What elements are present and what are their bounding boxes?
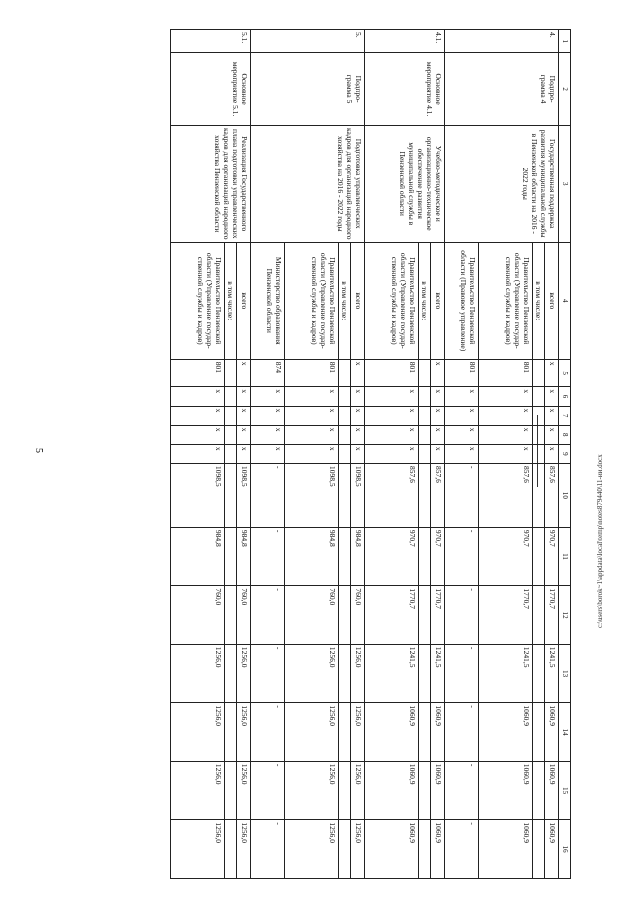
value-cell: х xyxy=(479,406,533,425)
executor-cell: Правительство Пензенской области (Управление государ-ственной службы и кадров) xyxy=(285,242,339,359)
value-cell: х xyxy=(365,444,419,463)
value-cell: 1241,5 xyxy=(431,644,445,703)
value-cell xyxy=(339,703,351,762)
program-name: Подпро- грамма 5 xyxy=(251,53,365,125)
executor-cell: Правительство Пензенской области (Правовое управление) xyxy=(445,242,479,359)
value-cell: 874 xyxy=(251,359,285,387)
value-cell: х xyxy=(431,444,445,463)
table-header-row xyxy=(559,30,571,879)
table-row xyxy=(237,30,251,879)
value-cell xyxy=(339,444,351,463)
value-cell: х xyxy=(365,425,419,444)
value-cell xyxy=(339,359,351,387)
value-cell: х xyxy=(351,359,365,387)
value-cell xyxy=(225,586,237,645)
value-cell: 1256,0 xyxy=(237,761,251,820)
program-name: Основное мероприятие 5.1. xyxy=(171,53,251,125)
header-cell: 13 xyxy=(559,644,571,703)
row-number: 5.1. xyxy=(171,30,251,53)
value-cell: 1241,5 xyxy=(545,644,559,703)
value-cell xyxy=(339,586,351,645)
value-cell: х xyxy=(285,425,339,444)
header-cell: 6 xyxy=(559,387,571,406)
value-cell xyxy=(225,527,237,586)
value-cell: 760,0 xyxy=(237,586,251,645)
value-cell: 1098,5 xyxy=(237,463,251,527)
value-cell: - xyxy=(251,463,285,527)
value-cell: х xyxy=(445,425,479,444)
header-cell: 4 xyxy=(559,242,571,359)
value-cell: х xyxy=(545,425,559,444)
value-cell: 1256,0 xyxy=(237,820,251,879)
value-cell xyxy=(533,406,545,425)
program-description: Подготовка управленческих кадров для организаций народного хозяйства на 2016 - 2022 годы xyxy=(251,125,365,242)
value-cell: - xyxy=(251,703,285,762)
value-cell: 857,6 xyxy=(545,463,559,527)
value-cell: 1256,0 xyxy=(171,644,225,703)
value-cell xyxy=(339,387,351,406)
executor-cell: в том числе: xyxy=(533,242,545,359)
executor-cell: Министерство образования Пензенской области xyxy=(251,242,285,359)
header-cell: 2 xyxy=(559,53,571,125)
value-cell: 970,7 xyxy=(365,527,419,586)
value-cell: 1256,0 xyxy=(351,820,365,879)
value-cell: 857,6 xyxy=(365,463,419,527)
value-cell: 1241,5 xyxy=(365,644,419,703)
value-cell: 970,7 xyxy=(479,527,533,586)
value-cell xyxy=(419,527,431,586)
value-cell xyxy=(225,644,237,703)
value-cell: - xyxy=(445,527,479,586)
value-cell: х xyxy=(351,425,365,444)
value-cell xyxy=(533,586,545,645)
value-cell: 1256,0 xyxy=(171,703,225,762)
value-cell: 1060,9 xyxy=(365,703,419,762)
value-cell: - xyxy=(445,703,479,762)
program-name: Подпро- грамма 4 xyxy=(445,53,559,125)
value-cell: х xyxy=(285,406,339,425)
value-cell: х xyxy=(285,444,339,463)
executor-cell: Правительство Пензенской области (Управление государ-ственной службы и кадров) xyxy=(171,242,225,359)
value-cell xyxy=(533,444,545,463)
value-cell: х xyxy=(545,406,559,425)
value-cell: х xyxy=(237,444,251,463)
value-cell xyxy=(419,444,431,463)
header-cell: 11 xyxy=(559,527,571,586)
value-cell xyxy=(225,444,237,463)
value-cell: х xyxy=(445,444,479,463)
value-cell: х xyxy=(365,387,419,406)
footer-file-path: c:\users\borok~1\appdata\local\temp\notes879440\11-ии.docx xyxy=(596,454,604,628)
value-cell: х xyxy=(251,387,285,406)
value-cell xyxy=(419,703,431,762)
rotated-table-container xyxy=(64,29,571,879)
value-cell: х xyxy=(545,387,559,406)
value-cell: 801 xyxy=(365,359,419,387)
value-cell: х xyxy=(251,406,285,425)
executor-cell: в том числе: xyxy=(225,242,237,359)
value-cell: 760,0 xyxy=(171,586,225,645)
value-cell: 970,7 xyxy=(545,527,559,586)
header-cell: 5 xyxy=(559,359,571,387)
value-cell: 1770,7 xyxy=(365,586,419,645)
value-cell: 1256,0 xyxy=(285,761,339,820)
executor-cell: всего xyxy=(237,242,251,359)
value-cell xyxy=(419,761,431,820)
value-cell xyxy=(533,761,545,820)
value-cell xyxy=(419,820,431,879)
value-cell: х xyxy=(545,444,559,463)
value-cell: - xyxy=(251,644,285,703)
header-cell: 12 xyxy=(559,586,571,645)
value-cell: 801 xyxy=(479,359,533,387)
value-cell xyxy=(533,527,545,586)
header-cell: 14 xyxy=(559,703,571,762)
row-number: 4.1. xyxy=(365,30,445,53)
value-cell xyxy=(533,703,545,762)
value-cell: х xyxy=(171,444,225,463)
header-cell: 7 xyxy=(559,406,571,425)
value-cell: 1060,9 xyxy=(545,703,559,762)
value-cell: 1060,9 xyxy=(479,703,533,762)
value-cell: 1098,5 xyxy=(285,463,339,527)
value-cell: 1256,0 xyxy=(285,820,339,879)
value-cell: - xyxy=(445,820,479,879)
value-cell xyxy=(339,761,351,820)
value-cell: х xyxy=(171,425,225,444)
value-cell xyxy=(225,406,237,425)
value-cell: 984,8 xyxy=(285,527,339,586)
value-cell xyxy=(225,820,237,879)
value-cell: х xyxy=(431,425,445,444)
value-cell: 1256,0 xyxy=(285,644,339,703)
value-cell xyxy=(225,359,237,387)
value-cell: 1060,9 xyxy=(479,761,533,820)
value-cell: х xyxy=(545,359,559,387)
value-cell xyxy=(225,425,237,444)
value-cell: 1256,0 xyxy=(171,820,225,879)
table-row xyxy=(351,30,365,879)
value-cell: х xyxy=(351,406,365,425)
value-cell: х xyxy=(251,444,285,463)
value-cell xyxy=(419,406,431,425)
value-cell: 1241,5 xyxy=(479,644,533,703)
value-cell: 1060,9 xyxy=(365,820,419,879)
value-cell: 1060,9 xyxy=(545,761,559,820)
value-cell xyxy=(339,463,351,527)
executor-cell: Правительство Пензенской области (Управление государ-ственной службы и кадров) xyxy=(479,242,533,359)
value-cell xyxy=(533,425,545,444)
value-cell: 760,0 xyxy=(351,586,365,645)
value-cell: 1256,0 xyxy=(171,761,225,820)
value-cell: х xyxy=(431,359,445,387)
value-cell: 1770,7 xyxy=(545,586,559,645)
table-row xyxy=(545,30,559,879)
value-cell xyxy=(339,820,351,879)
value-cell: 1060,9 xyxy=(431,761,445,820)
value-cell xyxy=(225,463,237,527)
program-description: Реализация Государственного плана подготовки управленческих кадров для организаций народного хозяйства Пензенской области xyxy=(171,125,251,242)
value-cell xyxy=(339,406,351,425)
header-cell: 16 xyxy=(559,820,571,879)
value-cell: 801 xyxy=(445,359,479,387)
value-cell xyxy=(533,644,545,703)
value-cell xyxy=(533,387,545,406)
value-cell: - xyxy=(445,463,479,527)
value-cell xyxy=(419,425,431,444)
program-description: Учебно-методическое и организационно-техническое обеспечение развития муниципальной службы в Пензенской области xyxy=(365,125,445,242)
executor-cell: в том числе: xyxy=(419,242,431,359)
value-cell: х xyxy=(479,425,533,444)
value-cell xyxy=(339,527,351,586)
header-cell: 1 xyxy=(559,30,571,53)
value-cell: 1770,7 xyxy=(479,586,533,645)
row-number: 4. xyxy=(445,30,559,53)
value-cell: х xyxy=(445,387,479,406)
value-cell: 1256,0 xyxy=(351,644,365,703)
value-cell: 1060,9 xyxy=(479,820,533,879)
value-cell xyxy=(533,463,545,527)
row-number: 5. xyxy=(251,30,365,53)
value-cell: 1098,5 xyxy=(351,463,365,527)
executor-cell: всего xyxy=(431,242,445,359)
value-cell: 1770,7 xyxy=(431,586,445,645)
value-cell: 1060,9 xyxy=(365,761,419,820)
value-cell xyxy=(225,387,237,406)
value-cell xyxy=(419,359,431,387)
value-cell: 801 xyxy=(285,359,339,387)
value-cell xyxy=(533,359,545,387)
value-cell: - xyxy=(251,527,285,586)
value-cell: х xyxy=(479,444,533,463)
value-cell: 1060,9 xyxy=(431,703,445,762)
value-cell: - xyxy=(445,586,479,645)
value-cell: 1256,0 xyxy=(237,703,251,762)
value-cell: 1256,0 xyxy=(237,644,251,703)
value-cell: х xyxy=(251,425,285,444)
value-cell: 857,6 xyxy=(479,463,533,527)
value-cell xyxy=(419,644,431,703)
value-cell: х xyxy=(431,387,445,406)
value-cell: - xyxy=(445,644,479,703)
value-cell: 970,7 xyxy=(431,527,445,586)
value-cell xyxy=(339,425,351,444)
value-cell: 1256,0 xyxy=(351,703,365,762)
value-cell: 1256,0 xyxy=(285,703,339,762)
executor-cell: всего xyxy=(545,242,559,359)
value-cell: 1098,5 xyxy=(171,463,225,527)
value-cell: 801 xyxy=(171,359,225,387)
page-number: 5 xyxy=(33,448,44,453)
value-cell: х xyxy=(237,387,251,406)
value-cell: 760,0 xyxy=(285,586,339,645)
value-cell: 984,8 xyxy=(237,527,251,586)
value-cell xyxy=(339,644,351,703)
program-description: Государственная поддержка развития муниципальной службы в Пензенской области на 2016 - 2022 годы xyxy=(445,125,559,242)
value-cell xyxy=(225,703,237,762)
program-name: Основное мероприятие 4.1. xyxy=(365,53,445,125)
value-cell xyxy=(419,586,431,645)
value-cell: х xyxy=(479,387,533,406)
value-cell: х xyxy=(445,406,479,425)
value-cell: х xyxy=(351,444,365,463)
value-cell: х xyxy=(285,387,339,406)
header-cell: 9 xyxy=(559,444,571,463)
header-cell: 3 xyxy=(559,125,571,242)
value-cell xyxy=(533,820,545,879)
value-cell: х xyxy=(171,406,225,425)
value-cell: 1060,9 xyxy=(431,820,445,879)
executor-cell: в том числе: xyxy=(339,242,351,359)
value-cell: х xyxy=(365,406,419,425)
value-cell: х xyxy=(237,359,251,387)
value-cell: х xyxy=(237,406,251,425)
value-cell: 984,8 xyxy=(351,527,365,586)
value-cell xyxy=(419,463,431,527)
value-cell: 1060,9 xyxy=(545,820,559,879)
value-cell xyxy=(419,387,431,406)
value-cell: 1256,0 xyxy=(351,761,365,820)
executor-cell: всего xyxy=(351,242,365,359)
value-cell: - xyxy=(251,820,285,879)
header-cell: 8 xyxy=(559,425,571,444)
value-cell: - xyxy=(445,761,479,820)
header-cell: 10 xyxy=(559,463,571,527)
value-cell: х xyxy=(351,387,365,406)
value-cell: х xyxy=(431,406,445,425)
header-cell: 15 xyxy=(559,761,571,820)
value-cell xyxy=(225,761,237,820)
value-cell: 857,6 xyxy=(431,463,445,527)
value-cell: х xyxy=(171,387,225,406)
value-cell: х xyxy=(237,425,251,444)
value-cell: - xyxy=(251,761,285,820)
value-cell: 984,8 xyxy=(171,527,225,586)
value-cell: - xyxy=(251,586,285,645)
executor-cell: Правительство Пензенской области (Управление государ-ственной службы и кадров) xyxy=(365,242,419,359)
table-row xyxy=(431,30,445,879)
budget-table xyxy=(170,29,571,879)
